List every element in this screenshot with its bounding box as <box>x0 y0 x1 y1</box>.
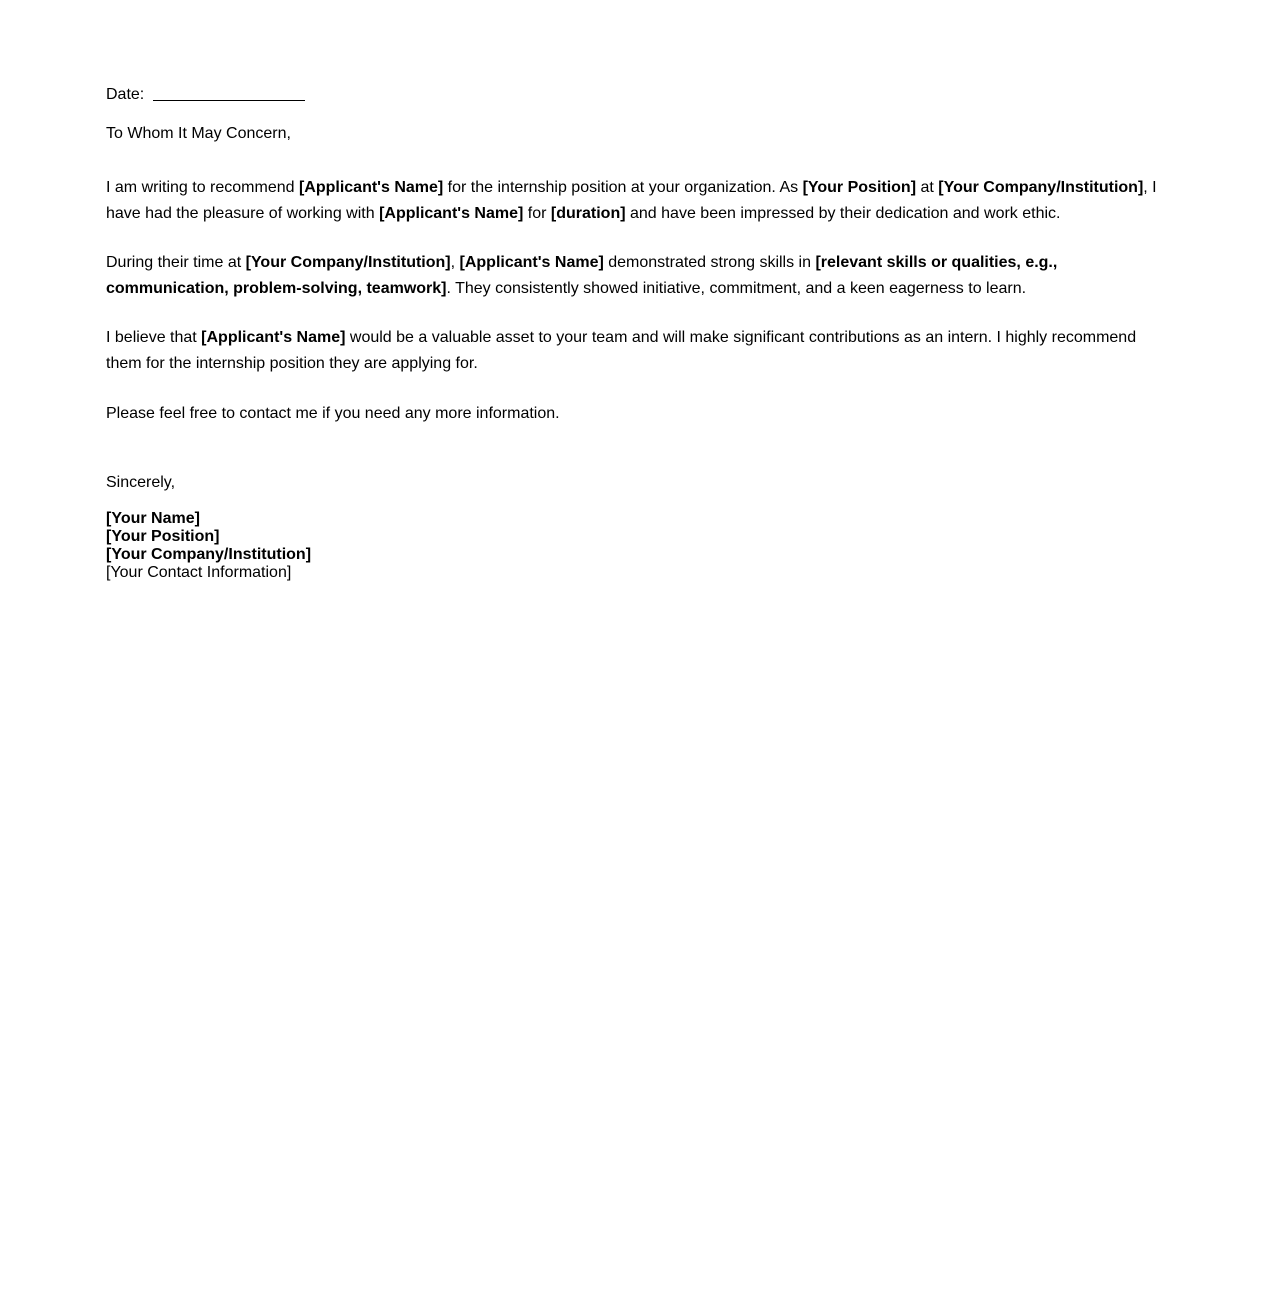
signature-company: [Your Company/Institution] <box>106 546 312 563</box>
text-segment: demonstrated strong skills in <box>603 254 816 271</box>
date-label: Date: <box>106 86 145 103</box>
placeholder-field: [Your Company/Institution] <box>245 254 451 271</box>
signature-position: [Your Position] <box>106 528 220 545</box>
signature-contact: [Your Contact Information] <box>106 564 292 581</box>
text-segment: and have been impressed by their dedication and work ethic. <box>625 205 1061 222</box>
text-segment: for <box>523 205 551 222</box>
paragraph-contact-offer <box>106 401 1166 427</box>
text-segment: would be a valuable asset to your team and will make significant contributions as an intern. I highly recommend them for the internship position they are applying for. <box>106 329 1137 372</box>
placeholder-field: [Your Position] <box>802 179 917 196</box>
placeholder-field: [duration] <box>550 205 626 222</box>
text-segment: at <box>916 179 939 196</box>
text-segment: , I have had the pleasure of working with <box>106 179 1157 222</box>
paragraph-endorsement <box>106 325 1166 377</box>
text-segment: I believe that <box>106 329 202 346</box>
text-segment: I am writing to recommend <box>106 179 299 196</box>
salutation: To Whom It May Concern, <box>106 125 291 142</box>
date-line <box>106 82 305 105</box>
text-segment: , <box>450 254 460 271</box>
text-segment: Please feel free to contact me if you need any more information. <box>106 405 560 422</box>
placeholder-field: [Applicant's Name] <box>459 254 604 271</box>
signature-block <box>106 510 311 582</box>
placeholder-field: [Your Company/Institution] <box>938 179 1144 196</box>
text-segment: for the internship position at your organization. As <box>443 179 803 196</box>
placeholder-field: [Applicant's Name] <box>201 329 346 346</box>
paragraph-skills <box>106 250 1166 302</box>
text-segment: During their time at <box>106 254 246 271</box>
placeholder-field: [Applicant's Name] <box>379 205 524 222</box>
placeholder-field: [relevant skills or qualities, e.g., communication, problem-solving, teamwork] <box>106 254 1058 297</box>
placeholder-field: [Applicant's Name] <box>298 179 444 196</box>
paragraph-recommendation-intro <box>106 175 1166 227</box>
closing: Sincerely, <box>106 474 176 491</box>
signature-name: [Your Name] <box>106 510 200 527</box>
date-blank-field <box>153 84 305 101</box>
text-segment: . They consistently showed initiative, commitment, and a keen eagerness to learn. <box>446 280 1027 297</box>
